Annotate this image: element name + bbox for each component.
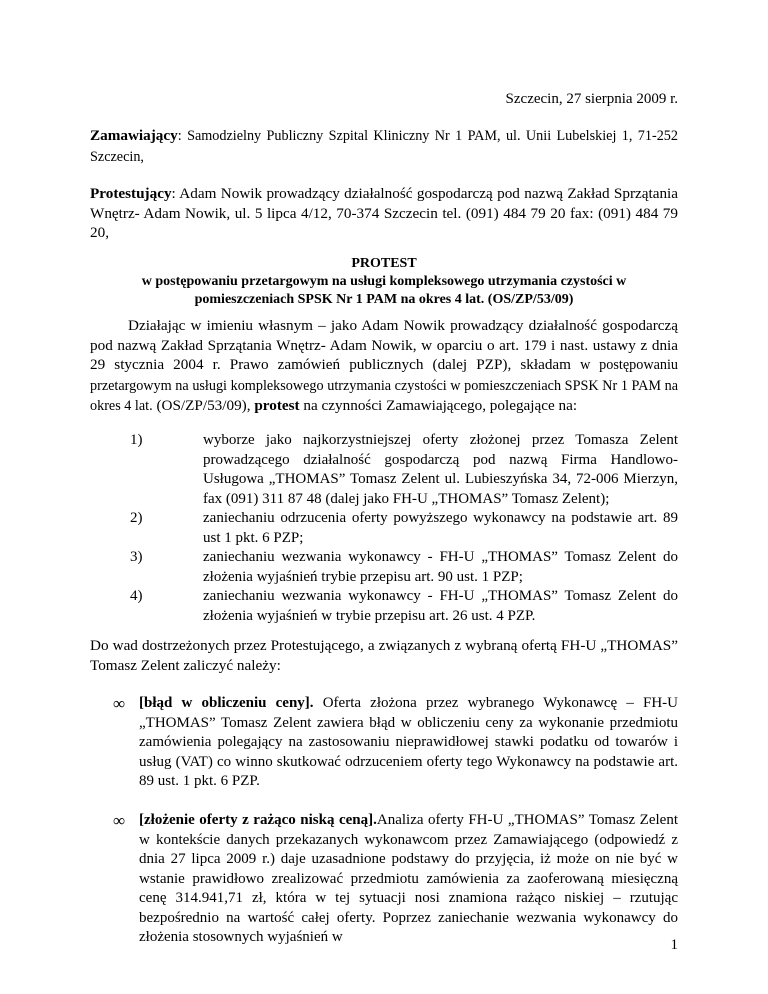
protestujacy-paragraph: [90, 184, 678, 243]
bullet-paragraph-1: [139, 694, 678, 792]
list-number-4: 4): [130, 588, 143, 604]
list-number-3: 3): [130, 549, 143, 565]
bullet-2-text: Analiza oferty FH-U „THOMAS” Tomasz Zelent w kontekście danych przekazanych wykonawcom przez Zamawiającego (odpowiedź z dnia 27 lipca 2009 r.) daje uzasadnione podstawy do przyjęcia, iż może on nie być w wstanie prawidłowo zrealizować przedmiotu zamówienia za zaoferowaną miesięczną cenę 314.941,71 zł, która w tej sytuacji nosi znamiona rażąco niskiej – rzutując bezpośrednio na wartość całej oferty. Poprzez zaniechanie wezwania wykonawcy do złożenia stosownych wyjaśnień w: [139, 812, 678, 945]
page-number: 1: [670, 937, 678, 953]
zamawiajacy-label: Zamawiający: [90, 127, 178, 144]
bullet-paragraph-2: [139, 811, 678, 948]
protest-subtitle-line2: pomieszczeniach SPSK Nr 1 PAM na okres 4 lat. (OS/ZP/53/09): [194, 292, 574, 307]
bullet-1-text: Oferta złożona przez wybranego Wykonawcę – FH-U „THOMAS” Tomasz Zelent zawiera błąd w obliczeniu ceny za wykonanie przedmiotu zamówienia polegający na zastosowaniu nieprawidłowej stawki podatku od towarów i usług (VAT) co winno skutkować odrzuceniem oferty tego Wykonawcy na podstawie art. 89 ust. 1 pkt. 6 PZP.: [139, 695, 678, 789]
protestujacy-text: : Adam Nowik prowadzący działalność gospodarczą pod nazwą Zakład Sprzątania Wnętrz- Adam Nowik, ul. 5 lipca 4/12, 70-374 Szczecin tel. (091) 484 79 20 fax: (091) 484 79 20,: [90, 185, 678, 241]
document-date: Szczecin, 27 sierpnia 2009 r.: [505, 91, 678, 107]
list-number-2: 2): [130, 510, 143, 526]
intro-paragraph: [90, 316, 678, 417]
protest-heading: PROTEST: [351, 256, 417, 271]
protestujacy-label: Protestujący: [90, 185, 172, 202]
list-item-3: zaniechaniu wezwania wykonawcy - FH-U „THOMAS” Tomasz Zelent do złożenia wyjaśnień trybie przepisu art. 90 ust. 1 PZP;: [203, 549, 678, 585]
list-number-1: 1): [130, 432, 143, 448]
defects-intro: Do wad dostrzeżonych przez Protestującego, a związanych z wybraną ofertą FH-U „THOMAS” Tomasz Zelent zaliczyć należy:: [90, 637, 678, 674]
zamawiajacy-paragraph: [90, 126, 678, 167]
list-item-1: wyborze jako najkorzystniejszej oferty złożonej przez Tomasza Zelent prowadzącego działalność gospodarczą pod nazwą Firma Handlowo-Usługowa „THOMAS” Tomasz Zelent ul. Lubieszyńska 34, 72-006 Mierzyn, fax (091) 311 87 48 (dalej jako FH-U „THOMAS” Tomasz Zelent);: [203, 432, 678, 507]
intro-part1: Działając w imieniu własnym – jako Adam Nowik prowadzący działalność gospodarczą pod nazwą Zakład Sprzątania Wnętrz- Adam Nowik, w oparciu o art. 179 i nast. ustawy z dnia 29 stycznia 2004 r. Prawo zamówień publicznych (dalej PZP), składam: [90, 317, 678, 373]
bullet-2-heading: [złożenie oferty z rażąco niską ceną].: [139, 812, 377, 828]
list-item-2: zaniechaniu odrzucenia oferty powyższego wykonawcy na podstawie art. 89 ust 1 pkt. 6 PZP;: [203, 510, 678, 546]
intro-part3: (OS/ZP/53/09),: [152, 397, 255, 414]
intro-part4: na czynności Zamawiającego, polegające na:: [299, 397, 578, 414]
infinity-bullet-icon: ∞: [113, 811, 126, 830]
zamawiajacy-text: : Samodzielny Publiczny Szpital Kliniczny Nr 1 PAM, ul. Unii Lubelskiej 1, 71-252 Szczecin,: [90, 128, 678, 165]
list-item-4: zaniechaniu wezwania wykonawcy - FH-U „THOMAS” Tomasz Zelent do złożenia wyjaśnień w trybie przepisu art. 26 ust. 4 PZP.: [203, 588, 678, 624]
intro-part2: w postępowaniu przetargowym na usługi kompleksowego utrzymania czystości w pomieszczeniach SPSK Nr 1 PAM na okres 4 lat.: [90, 357, 678, 414]
bullet-1-heading: [błąd w obliczeniu ceny].: [139, 695, 314, 711]
protest-subtitle-line1: w postępowaniu przetargowym na usługi kompleksowego utrzymania czystości w: [141, 274, 627, 289]
protest-word: protest: [254, 397, 300, 414]
infinity-bullet-icon: ∞: [113, 694, 126, 713]
